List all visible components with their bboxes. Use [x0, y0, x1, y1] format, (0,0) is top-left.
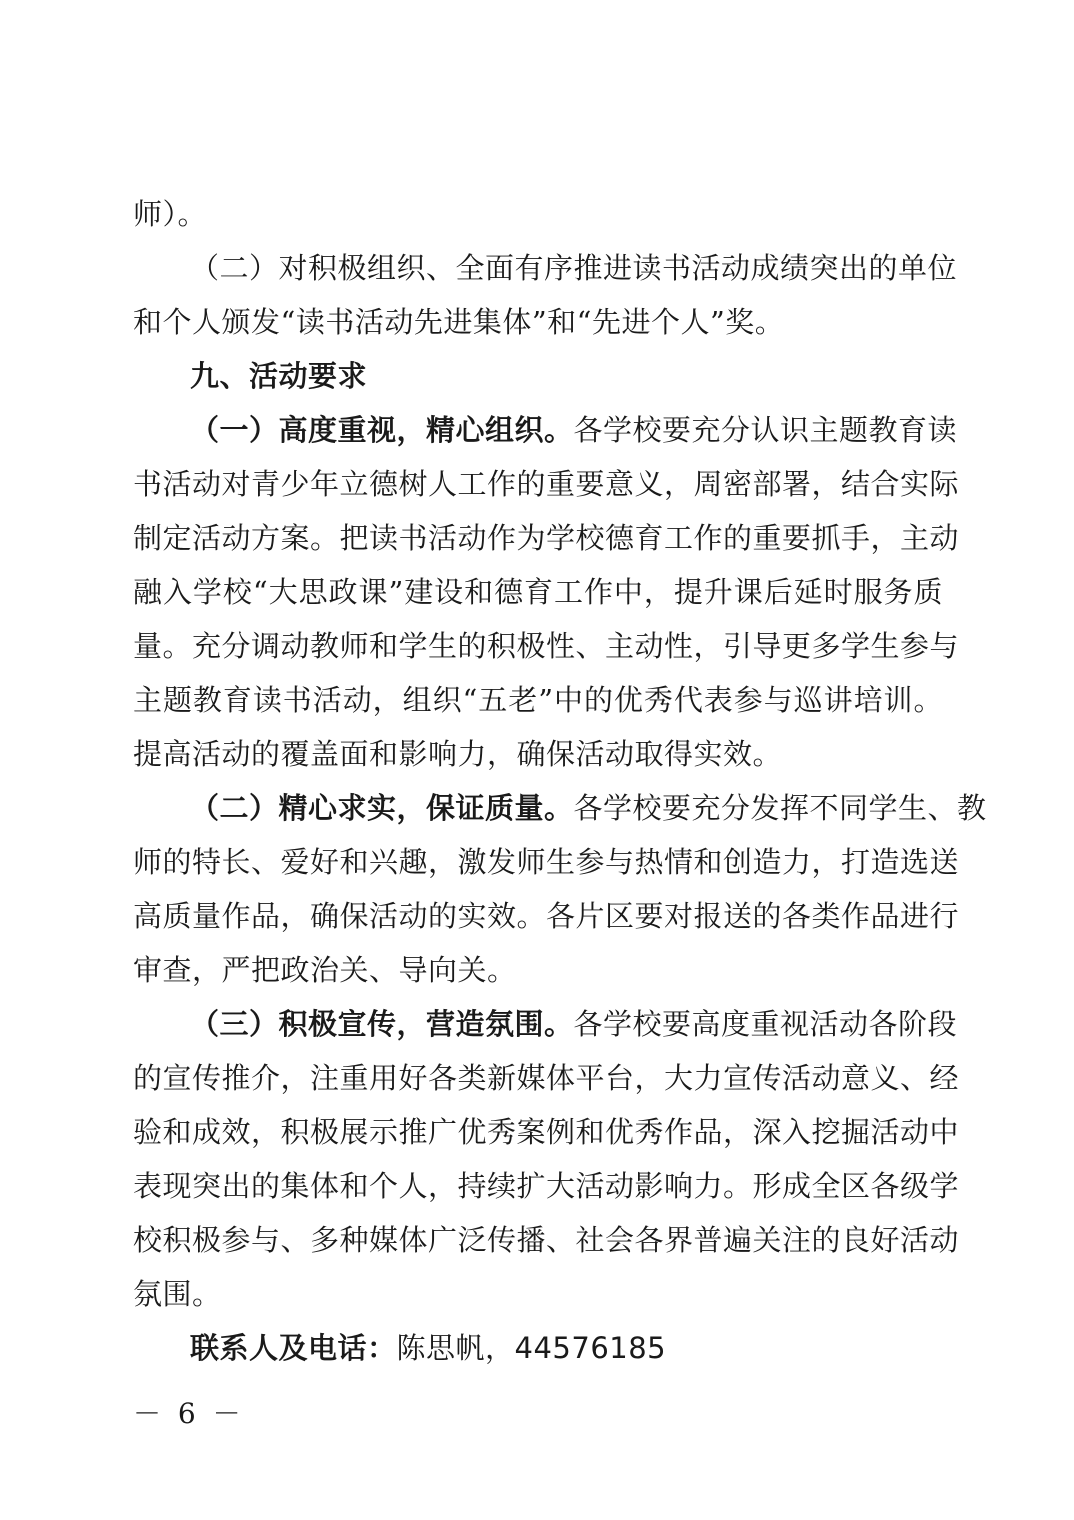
- requirement-2-text: 各学校要充分发挥不同学生、教: [573, 791, 987, 825]
- contact-value: 陈思帆，44576185: [396, 1331, 667, 1365]
- text-line: 的宣传推介，注重用好各类新媒体平台，大力宣传活动意义、经: [133, 1061, 960, 1095]
- text-line: 书活动对青少年立德树人工作的重要意义，周密部署，结合实际: [133, 467, 960, 501]
- requirement-1-text: 各学校要充分认识主题教育读: [573, 413, 958, 447]
- text-line: 高质量作品，确保活动的实效。各片区要对报送的各类作品进行: [133, 899, 960, 933]
- text-line: 氛围。: [133, 1277, 222, 1311]
- requirement-3-title: （三）积极宣传，营造氛围。: [190, 1007, 574, 1041]
- text-line: 量。充分调动教师和学生的积极性、主动性，引导更多学生参与: [133, 629, 960, 663]
- text-line: 提高活动的覆盖面和影响力，确保活动取得实效。: [133, 737, 783, 771]
- text-line: 验和成效，积极展示推广优秀案例和优秀作品，深入挖掘活动中: [133, 1115, 960, 1149]
- contact-line: [190, 1330, 943, 1366]
- text-line: 师）。: [133, 197, 208, 231]
- section-heading: 九、活动要求: [190, 359, 368, 393]
- requirement-2-title: （二）精心求实，保证质量。: [190, 791, 574, 825]
- text-line: 校积极参与、多种媒体广泛传播、社会各界普遍关注的良好活动: [133, 1223, 960, 1257]
- requirement-3-text: 各学校要高度重视活动各阶段: [573, 1007, 958, 1041]
- text-line: 和个人颁发“读书活动先进集体”和“先进个人”奖。: [133, 305, 785, 339]
- text-line: 表现突出的集体和个人，持续扩大活动影响力。形成全区各级学: [133, 1169, 960, 1203]
- requirement-2-first-line: [190, 790, 987, 826]
- text-line: 制定活动方案。把读书活动作为学校德育工作的重要抓手，主动: [133, 521, 960, 555]
- requirement-1-first-line: [190, 412, 958, 448]
- contact-label: 联系人及电话：: [190, 1331, 397, 1365]
- text-line: 师的特长、爱好和兴趣，激发师生参与热情和创造力，打造选送: [133, 845, 960, 879]
- text-line: 审查，严把政治关、导向关。: [133, 953, 517, 987]
- text-line: 融入学校“大思政课”建设和德育工作中，提升课后延时服务质: [133, 575, 943, 609]
- page-number: － 6 －: [133, 1397, 245, 1430]
- text-line: 主题教育读书活动，组织“五老”中的优秀代表参与巡讲培训。: [133, 683, 943, 717]
- requirement-1-title: （一）高度重视，精心组织。: [190, 413, 574, 447]
- text-line: （二）对积极组织、全面有序推进读书活动成绩突出的单位: [190, 251, 958, 285]
- requirement-3-first-line: [190, 1006, 958, 1042]
